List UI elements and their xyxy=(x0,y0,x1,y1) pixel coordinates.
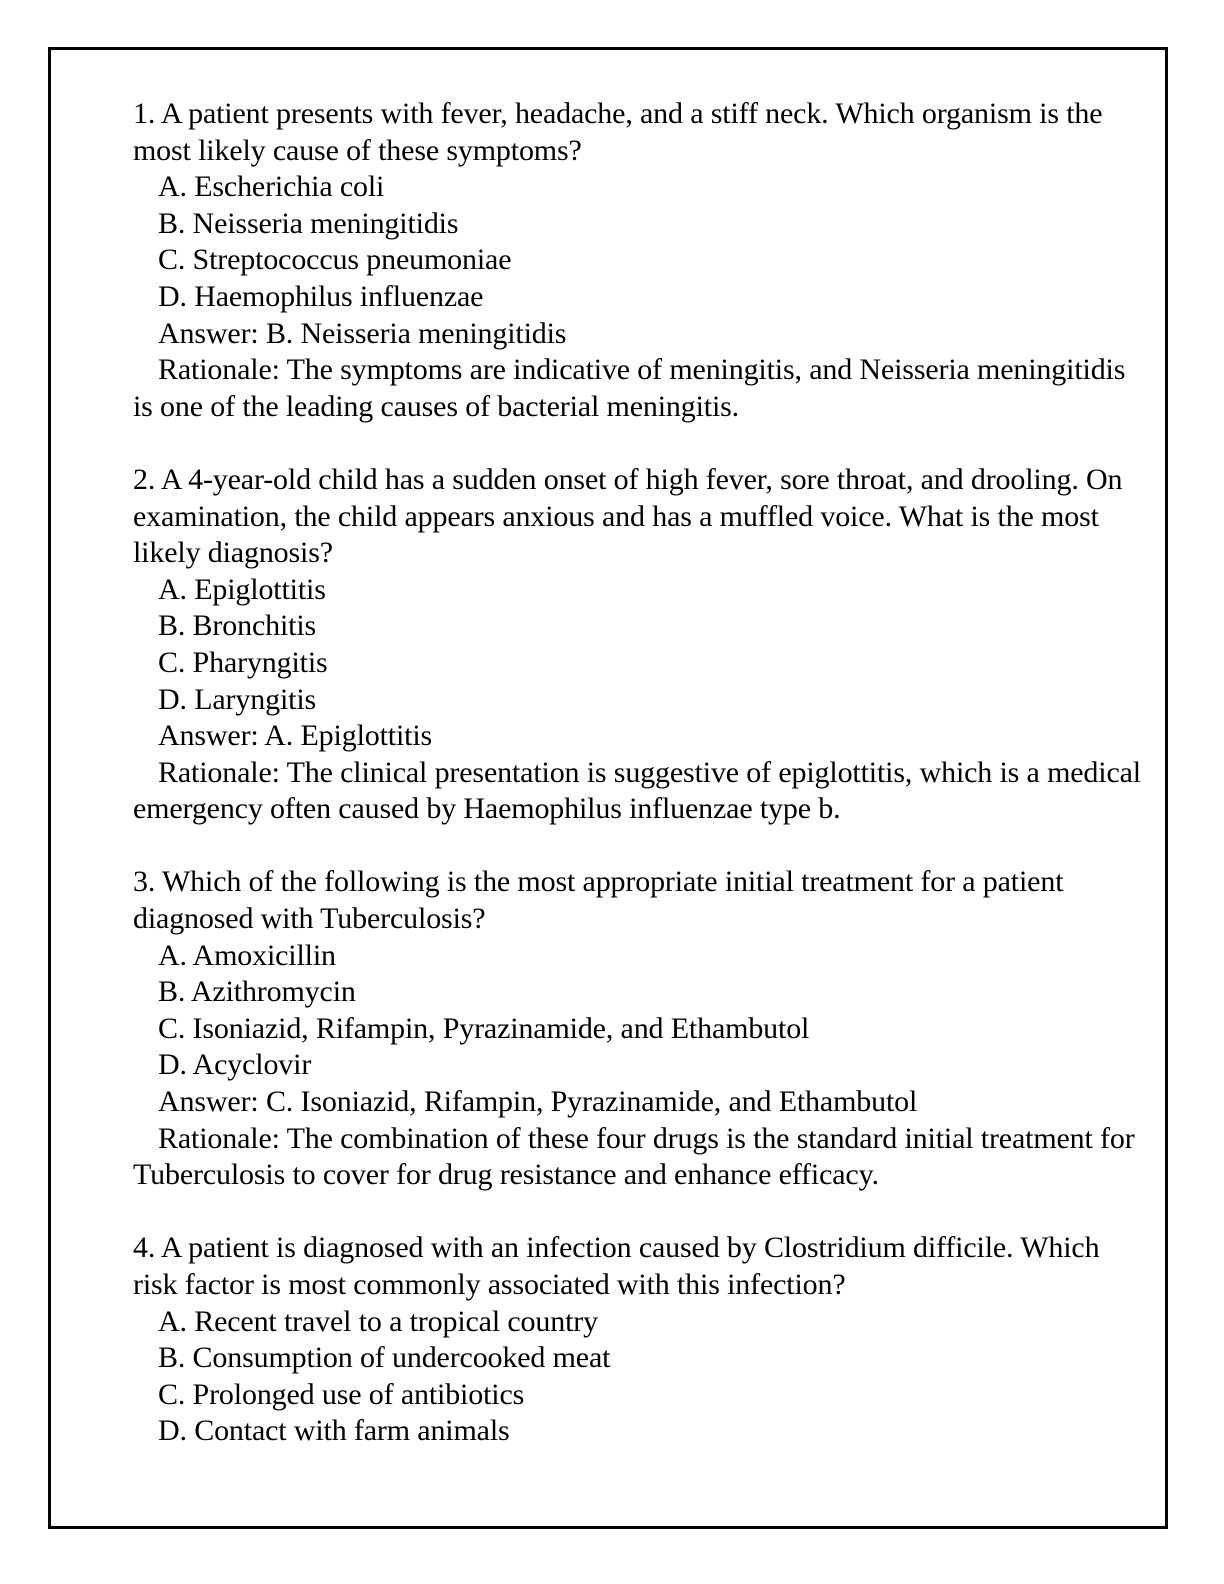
option-d: D. Laryngitis xyxy=(158,682,317,716)
option-a: A. Recent travel to a tropical country xyxy=(158,1304,598,1338)
question-list xyxy=(133,96,1143,1487)
option-b: B. Neisseria meningitidis xyxy=(158,206,459,240)
option-c: C. Isoniazid, Rifampin, Pyrazinamide, and Ethambutol xyxy=(158,1011,810,1045)
option-b: B. Consumption of undercooked meat xyxy=(158,1341,611,1375)
option-c: C. Pharyngitis xyxy=(158,645,328,679)
question-4 xyxy=(133,1230,1143,1450)
option-c: C. Prolonged use of antibiotics xyxy=(158,1377,525,1411)
rationale: Rationale: The clinical presentation is suggestive of epiglottitis, which is a medical emergency often caused by Haemophilus influenzae type b. xyxy=(133,755,1141,826)
question-stem: 2. A 4-year-old child has a sudden onset of high fever, sore throat, and drooling. On examination, the child appears anxious and has a muffled voice. What is the most likely diagnosis? xyxy=(133,462,1123,570)
option-b: B. Bronchitis xyxy=(158,609,317,643)
rationale: Rationale: The symptoms are indicative of meningitis, and Neisseria meningitidis is one of the leading causes of bacterial meningitis. xyxy=(133,353,1126,423)
option-c: C. Streptococcus pneumoniae xyxy=(158,243,512,277)
rationale: Rationale: The combination of these four drugs is the standard initial treatment for Tuberculosis to cover for drug resistance and enhance efficacy. xyxy=(133,1121,1135,1192)
answer: Answer: A. Epiglottitis xyxy=(158,719,433,753)
question-stem: 3. Which of the following is the most appropriate initial treatment for a patient diagnosed with Tuberculosis? xyxy=(133,865,1064,936)
question-stem: 1. A patient presents with fever, headache, and a stiff neck. Which organism is the most likely cause of these symptoms? xyxy=(133,97,1103,167)
question-1 xyxy=(133,96,1143,425)
question-3 xyxy=(133,864,1143,1193)
option-a: A. Escherichia coli xyxy=(158,170,385,204)
question-stem: 4. A patient is diagnosed with an infection caused by Clostridium difficile. Which risk factor is most commonly associated with this infection? xyxy=(133,1231,1100,1301)
option-a: A. Amoxicillin xyxy=(158,938,336,972)
option-b: B. Azithromycin xyxy=(158,975,356,1009)
question-2 xyxy=(133,462,1143,828)
option-d: D. Haemophilus influenzae xyxy=(158,279,484,313)
option-a: A. Epiglottitis xyxy=(158,572,326,606)
answer: Answer: B. Neisseria meningitidis xyxy=(158,316,567,350)
option-d: D. Acyclovir xyxy=(158,1048,312,1082)
answer: Answer: C. Isoniazid, Rifampin, Pyrazinamide, and Ethambutol xyxy=(158,1085,918,1119)
option-d: D. Contact with farm animals xyxy=(158,1414,510,1448)
